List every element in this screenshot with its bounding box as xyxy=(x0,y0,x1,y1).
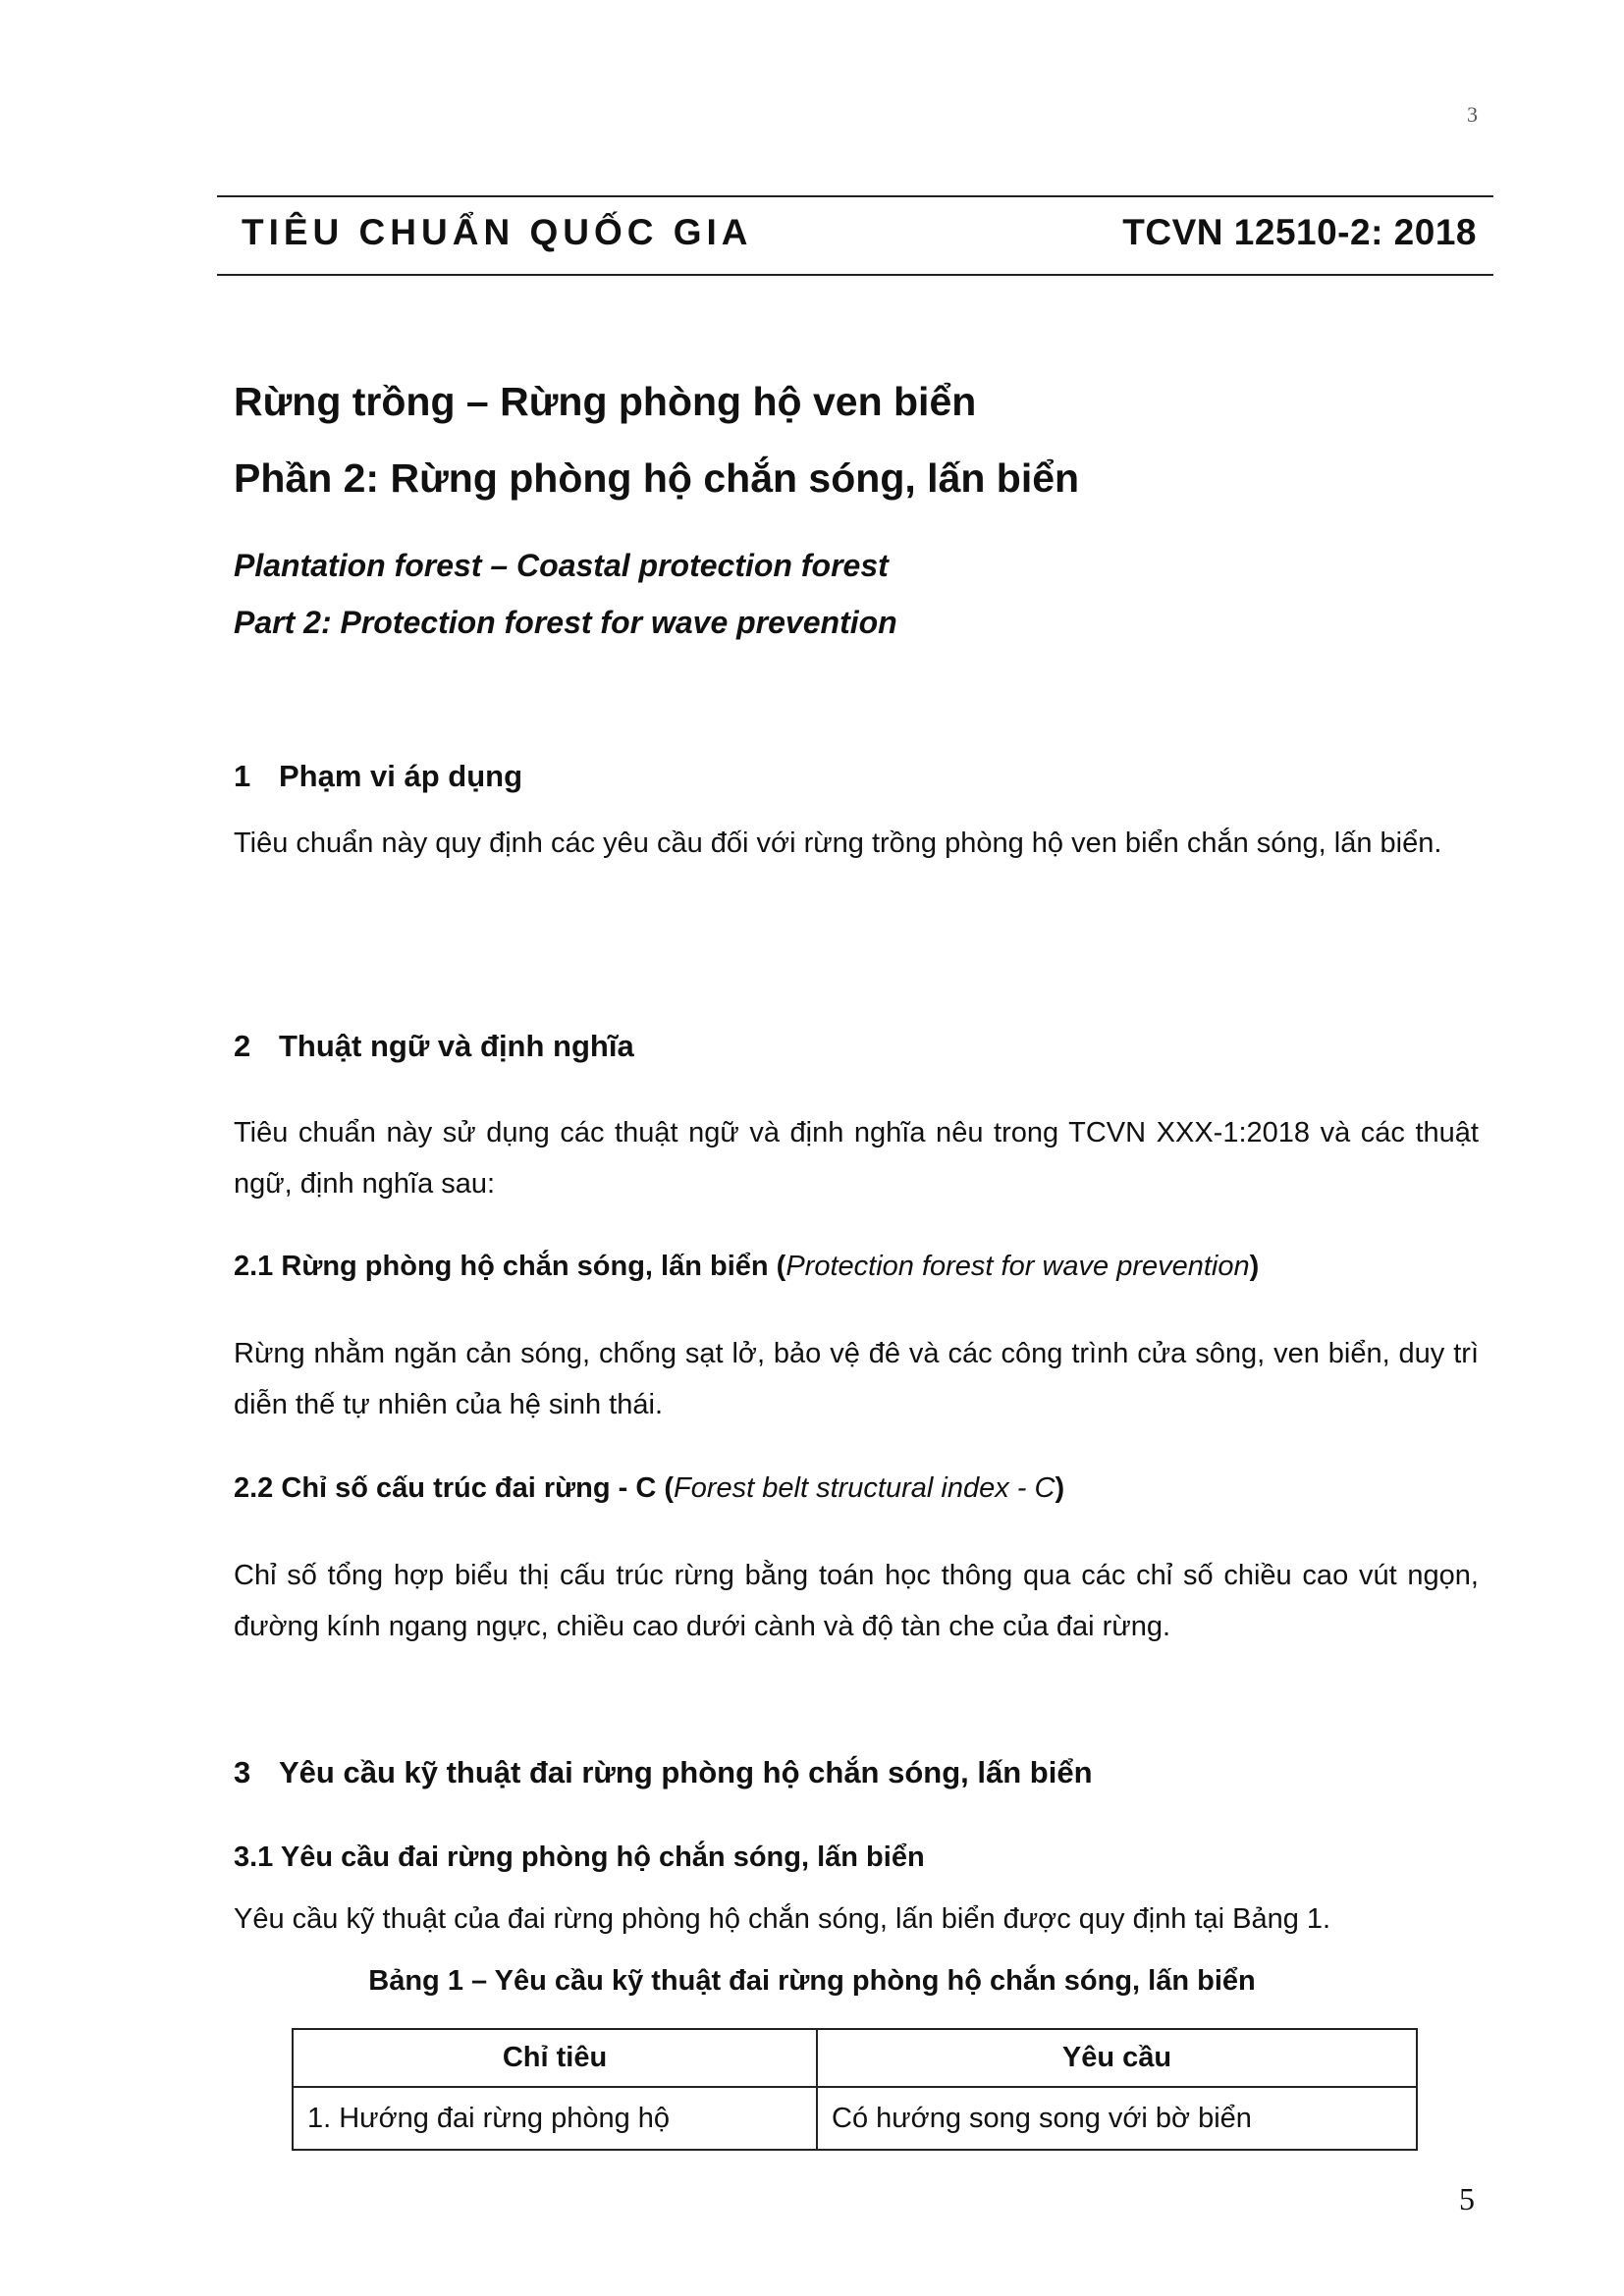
section-1-heading xyxy=(234,759,522,794)
standard-title: TIÊU CHUẨN QUỐC GIA xyxy=(242,212,753,252)
section-title: Phạm vi áp dụng xyxy=(279,759,523,793)
table-caption: Bảng 1 – Yêu cầu kỹ thuật đai rừng phòng hộ chắn sóng, lấn biển xyxy=(368,1965,1256,1997)
title-en-line1: Plantation forest – Coastal protection forest xyxy=(234,548,889,583)
column-header: Yêu cầu xyxy=(817,2029,1417,2087)
section-number: 3 xyxy=(234,1755,251,1789)
requirements-table xyxy=(292,2028,1418,2151)
table-cell: 1. Hướng đai rừng phòng hộ xyxy=(293,2087,817,2150)
term-label: 2.2 Chỉ số cấu trúc đai rừng - C ( xyxy=(234,1472,675,1504)
subsection-3-1-heading: 3.1 Yêu cầu đai rừng phòng hộ chắn sóng, lấn biển xyxy=(234,1842,925,1873)
section-number: 1 xyxy=(234,759,251,793)
term-english: Forest belt structural index - C xyxy=(674,1472,1056,1504)
section-title: Yêu cầu kỹ thuật đai rừng phòng hộ chắn sóng, lấn biển xyxy=(279,1755,1093,1789)
section-2-text: Tiêu chuẩn này sử dụng các thuật ngữ và định nghĩa nêu trong TCVN XXX-1:2018 và các thuật ngữ, định nghĩa sau: xyxy=(234,1117,1479,1200)
term-close: ) xyxy=(1249,1251,1260,1282)
title-vi-line1: Rừng trồng – Rừng phòng hộ ven biển xyxy=(234,379,977,424)
header-rule-bottom xyxy=(217,274,1493,276)
header-rule-top xyxy=(217,195,1493,197)
table-header-row xyxy=(293,2029,1417,2087)
term-2-1-heading xyxy=(234,1251,1259,1283)
term-close: ) xyxy=(1055,1472,1065,1504)
corner-mark: 3 xyxy=(1467,102,1478,127)
term-2-1-text: Rừng nhằm ngăn cản sóng, chống sạt lở, bảo vệ đê và các công trình cửa sông, ven biển, duy trì diễn thế tự nhiên của hệ sinh thái. xyxy=(234,1338,1479,1420)
page-number: 5 xyxy=(1459,2181,1475,2216)
title-vi-line2: Phần 2: Rừng phòng hộ chắn sóng, lấn biển xyxy=(234,455,1080,501)
standard-code: TCVN 12510-2: 2018 xyxy=(1122,212,1477,252)
section-2-heading xyxy=(234,1029,634,1064)
section-3-text: Yêu cầu kỹ thuật của đai rừng phòng hộ chắn sóng, lấn biển được quy định tại Bảng 1. xyxy=(234,1903,1331,1935)
title-en-line2: Part 2: Protection forest for wave prevention xyxy=(234,605,897,640)
section-1-text: Tiêu chuẩn này quy định các yêu cầu đối với rừng trồng phòng hộ ven biển chắn sóng, lấn biển. xyxy=(234,828,1442,859)
term-english: Protection forest for wave prevention xyxy=(785,1251,1250,1282)
term-2-2-heading xyxy=(234,1472,1064,1505)
column-header: Chỉ tiêu xyxy=(293,2029,817,2087)
table-cell: Có hướng song song với bờ biển xyxy=(817,2087,1417,2150)
section-3-heading xyxy=(234,1755,1093,1790)
term-2-2-text: Chỉ số tổng hợp biểu thị cấu trúc rừng bằng toán học thông qua các chỉ số chiều cao vút ngọn, đường kính ngang ngực, chiều cao dưới cành và độ tàn che của đai rừng. xyxy=(234,1560,1479,1642)
term-label: 2.1 Rừng phòng hộ chắn sóng, lấn biển ( xyxy=(234,1251,786,1282)
table-row xyxy=(293,2087,1417,2150)
section-title: Thuật ngữ và định nghĩa xyxy=(279,1029,634,1063)
section-number: 2 xyxy=(234,1029,251,1063)
